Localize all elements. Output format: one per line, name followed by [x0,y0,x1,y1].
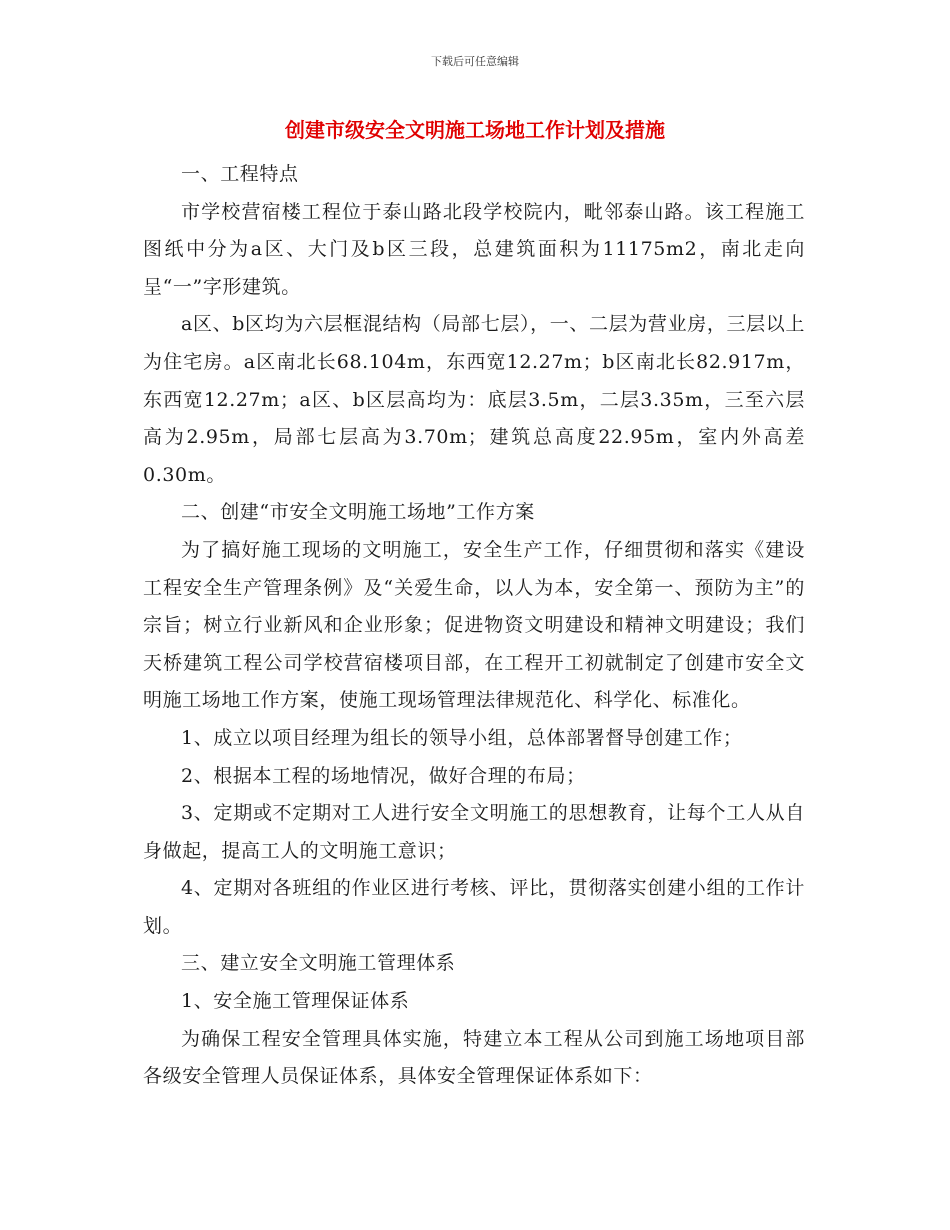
section-heading-3: 三、建立安全文明施工管理体系 [181,952,456,975]
subsection-heading: 1、安全施工管理保证体系 [181,990,410,1013]
paragraph: 为确保工程安全管理具体实施，特建立本工程从公司到施工场地项目部各级安全管理人员保证体系，具体安全管理保证体系如下： [143,1027,805,1088]
list-item: 2、根据本工程的场地情况，做好合理的布局； [181,764,586,787]
section-heading-1: 一、工程特点 [181,163,299,185]
header-note: 下载后可任意编辑 [431,55,519,68]
list-item: 3、定期或不定期对工人进行安全文明施工的思想教育，让每个工人从自身做起，提高工人的文明施工意识； [143,802,805,862]
paragraph: 市学校营宿楼工程位于泰山路北段学校院内，毗邻泰山路。该工程施工图纸中分为a区、大门及b区三段，总建筑面积为11175m2，南北走向呈“一”字形建筑。 [143,200,805,298]
list-item: 4、定期对各班组的作业区进行考核、评比，贯彻落实创建小组的工作计划。 [143,877,805,937]
document-body [143,156,805,1096]
paragraph: 为了搞好施工现场的文明施工，安全生产工作，仔细贯彻和落实《建设工程安全生产管理条例》及“关爱生命，以人为本，安全第一、预防为主”的宗旨；树立行业新风和企业形象；促进物资文明建设和精神文明建设；我们天桥建筑工程公司学校营宿楼项目部，在工程开工初就制定了创建市安全文明施工场地工作方案，使施工现场管理法律规范化、科学化、标准化。 [143,538,805,712]
section-heading-2: 二、创建“市安全文明施工场地”工作方案 [181,501,535,524]
list-item: 1、成立以项目经理为组长的领导小组，总体部署督导创建工作； [181,726,743,749]
paragraph: a区、b区均为六层框混结构（局部七层），一、二层为营业房，三层以上为住宅房。a区南北长68.104m，东西宽12.27m；b区南北长82.917m，东西宽12.27m；a区、b区层高均为：底层3.5m，二层3.35m，三至六层高为2.95m，局部七层高为3.70m；建筑总高度22.95m，室内外高差0.30m。 [143,313,805,486]
document-title: 创建市级安全文明施工场地工作计划及措施 [285,118,665,142]
